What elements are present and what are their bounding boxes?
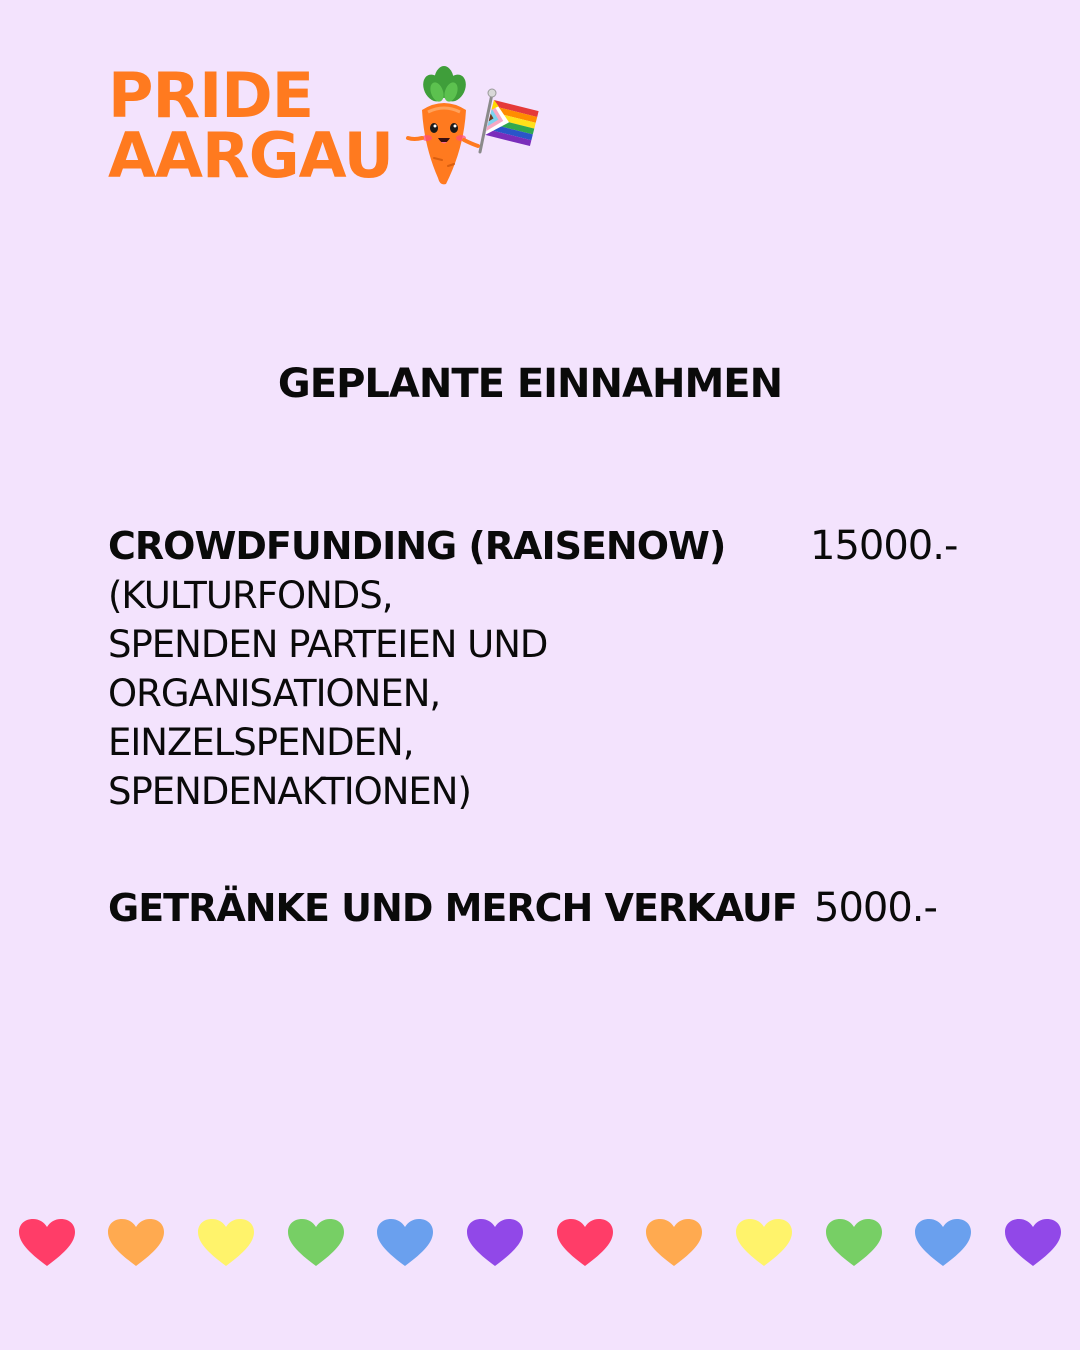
heart-icon xyxy=(735,1218,793,1268)
income-row-crowdfunding xyxy=(108,522,978,816)
heart-icon xyxy=(825,1218,883,1268)
income-label: CROWDFUNDING (RAISENOW) xyxy=(108,524,726,568)
income-row-drinks-merch xyxy=(108,884,978,933)
heart-icon xyxy=(645,1218,703,1268)
carrot-with-pride-flag-icon xyxy=(404,66,548,190)
heart-icon xyxy=(556,1218,614,1268)
heart-icon xyxy=(466,1218,524,1268)
income-detail-line: ORGANISATIONEN, xyxy=(108,672,441,715)
heart-icon xyxy=(107,1218,165,1268)
heart-icon xyxy=(376,1218,434,1268)
income-amount: 15000.- xyxy=(810,523,958,569)
income-detail-line: (KULTURFONDS, xyxy=(108,574,393,617)
income-detail-line: EINZELSPENDEN, xyxy=(108,721,414,764)
income-amount: 5000.- xyxy=(814,885,937,931)
logo-line-aargau: AARGAU xyxy=(108,119,394,192)
heart-icon xyxy=(197,1218,255,1268)
heart-row xyxy=(0,1218,1080,1270)
income-detail-line: SPENDEN PARTEIEN UND xyxy=(108,623,548,666)
heart-icon xyxy=(287,1218,345,1268)
heart-icon xyxy=(18,1218,76,1268)
logo-line-pride: PRIDE xyxy=(108,59,314,132)
income-detail-line: SPENDENAKTIONEN) xyxy=(108,770,471,813)
heart-icon xyxy=(1004,1218,1062,1268)
logo-wordmark xyxy=(108,59,394,192)
page-title: GEPLANTE EINNAHMEN xyxy=(277,361,783,407)
heart-icon xyxy=(914,1218,972,1268)
pride-aargau-logo xyxy=(108,59,548,196)
income-label: GETRÄNKE UND MERCH VERKAUF xyxy=(108,886,797,930)
